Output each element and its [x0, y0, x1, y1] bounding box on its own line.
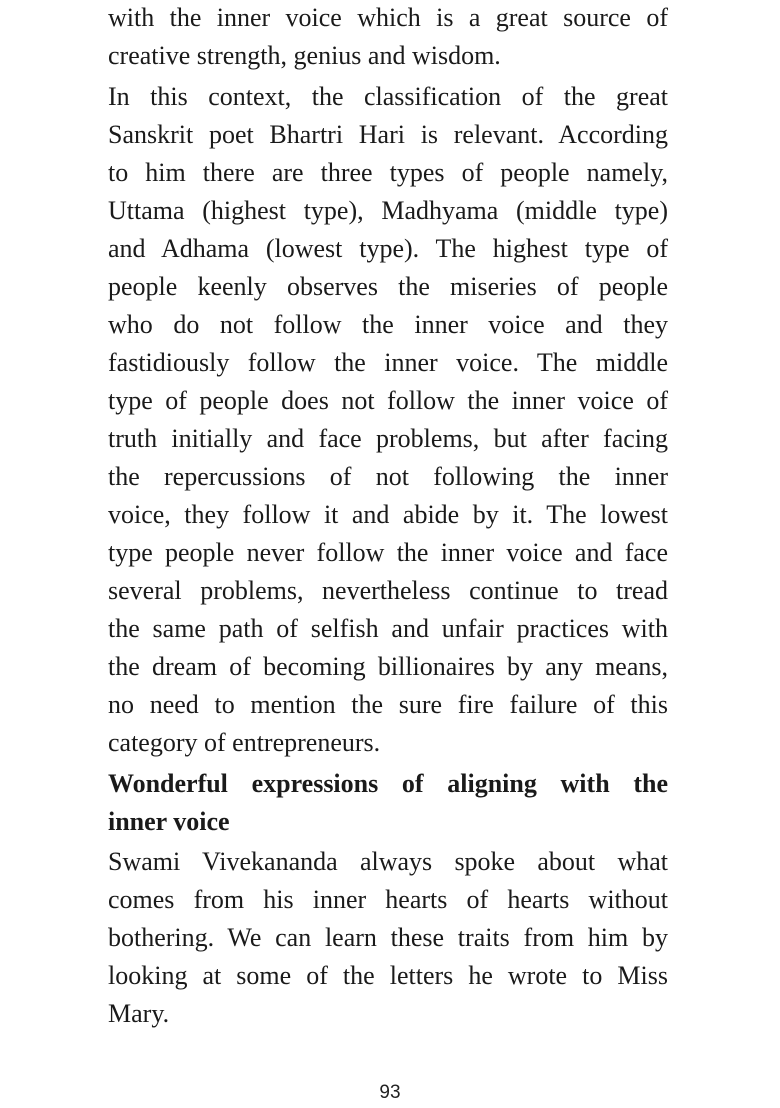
paragraph [108, 843, 668, 1033]
text-line: In this context, the classification of the great [108, 82, 668, 111]
text-line: inner voice [108, 807, 230, 836]
text-line: people keenly observes the miseries of people [108, 272, 668, 301]
text-line: with the inner voice which is a great source of [108, 3, 668, 32]
page-number: 93 [379, 1082, 401, 1103]
text-line: fastidiously follow the inner voice. The middle [108, 348, 668, 377]
text-line: type of people does not follow the inner voice of [108, 386, 668, 415]
text-line: bothering. We can learn these traits from him by [108, 923, 668, 952]
text-line: no need to mention the sure fire failure of this [108, 690, 668, 719]
text-line: and Adhama (lowest type). The highest type of [108, 234, 668, 263]
text-line: Uttama (highest type), Madhyama (middle type) [108, 196, 668, 225]
page-body [108, 0, 668, 1036]
text-line: to him there are three types of people namely, [108, 158, 668, 187]
text-line: category of entrepreneurs. [108, 728, 381, 757]
text-line: truth initially and face problems, but after facing [108, 424, 668, 453]
paragraph [108, 78, 668, 762]
text-line: Sanskrit poet Bhartri Hari is relevant. According [108, 120, 668, 149]
text-line: type people never follow the inner voice and face [108, 538, 668, 567]
text-line: comes from his inner hearts of hearts without [108, 885, 668, 914]
paragraph [108, 0, 668, 75]
text-line: voice, they follow it and abide by it. The lowest [108, 500, 668, 529]
section-heading [108, 765, 668, 841]
text-line: the dream of becoming billionaires by any means, [108, 652, 668, 681]
text-line: looking at some of the letters he wrote to Miss [108, 961, 668, 990]
text-line: Swami Vivekananda always spoke about what [108, 847, 668, 876]
text-line: several problems, nevertheless continue to tread [108, 576, 668, 605]
text-line: Wonderful expressions of aligning with the [108, 769, 668, 798]
text-line: the same path of selfish and unfair practices with [108, 614, 668, 643]
text-line: who do not follow the inner voice and they [108, 310, 668, 339]
text-line: the repercussions of not following the inner [108, 462, 668, 491]
text-line: Mary. [108, 999, 170, 1028]
text-line: creative strength, genius and wisdom. [108, 41, 501, 70]
